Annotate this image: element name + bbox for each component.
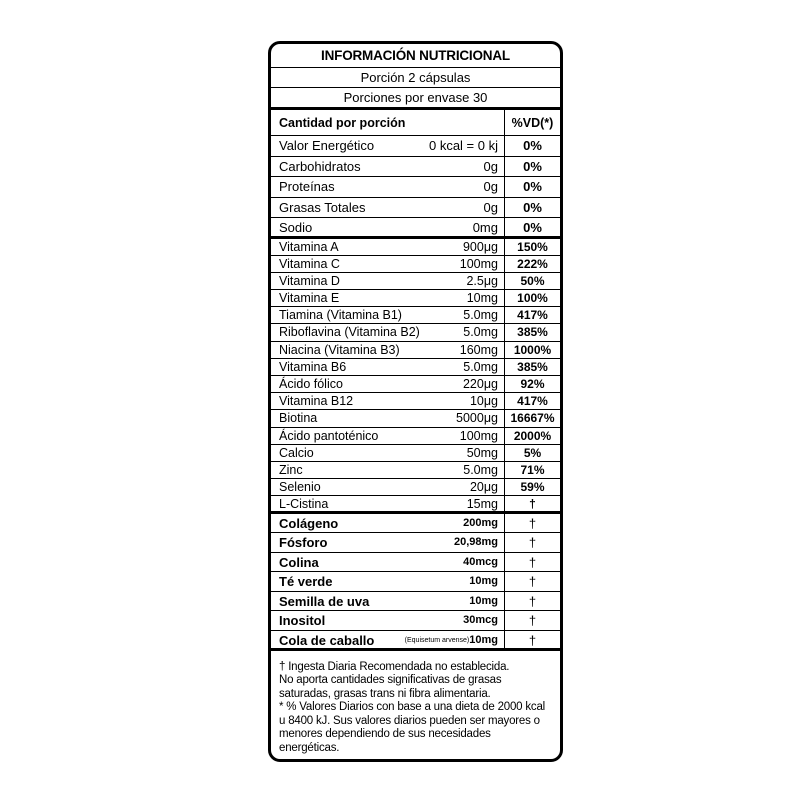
nutrient-name: Vitamina B6 [279, 359, 347, 374]
nutrient-row [271, 496, 560, 513]
nutrient-name: Grasas Totales [279, 199, 366, 215]
column-header-row [271, 110, 560, 136]
nutrient-name: Sodio [279, 220, 313, 235]
nutrient-amount: 30mcg [463, 614, 498, 626]
nutrient-row [271, 479, 560, 496]
footnote-fats: No aporta cantidades significativas de grasas saturadas, grasas trans ni fibra alimentaria. [279, 674, 502, 700]
nutrient-row [271, 572, 560, 592]
nutrient-amount: 10mg [469, 594, 498, 607]
nutrient-daily-value: 50% [504, 273, 560, 289]
nutrient-name: Vitamina D [279, 273, 340, 288]
nutrient-row [271, 273, 560, 290]
nutrient-amount: 50mg [466, 445, 498, 460]
nutrient-row [271, 592, 560, 612]
nutrient-daily-value: 385% [504, 324, 560, 340]
nutrient-name: Semilla de uva [279, 593, 370, 609]
nutrient-row [271, 256, 560, 273]
nutrient-name: Colina [279, 554, 319, 570]
footnotes [271, 651, 560, 756]
nutrient-name: Té verde [279, 574, 333, 589]
nutrient-daily-value: † [504, 514, 560, 533]
footnote-dagger: † Ingesta Diaria Recomendada no establecida. [279, 660, 510, 673]
nutrient-daily-value: 222% [504, 256, 560, 272]
nutrient-amount: 5.0mg [463, 325, 498, 340]
nutrient-row [271, 393, 560, 410]
nutrient-name: Cola de caballo [279, 632, 375, 648]
nutrient-row [271, 307, 560, 324]
nutrient-daily-value: 100% [504, 290, 560, 306]
basic-nutrients-section [271, 136, 560, 239]
vitamins-minerals-section [271, 239, 560, 514]
nutrient-name: Colágeno [279, 515, 339, 531]
nutrient-amount: 20,98mg [453, 536, 498, 548]
nutrient-row [271, 218, 560, 239]
nutrient-row [271, 611, 560, 631]
nutrient-row [271, 631, 560, 651]
nutrient-amount: 0 kcal = 0 kj [428, 138, 498, 153]
nutrient-row [271, 198, 560, 219]
nutrient-row [271, 177, 560, 198]
nutrient-amount: 5.0mg [463, 462, 498, 477]
nutrient-daily-value: 0% [504, 218, 560, 236]
nutrient-name: Carbohidratos [279, 158, 361, 174]
nutrient-daily-value: 71% [504, 462, 560, 478]
nutrient-amount: 2.5μg [466, 273, 498, 288]
nutrient-row [271, 157, 560, 178]
nutrient-name: Riboflavina (Vitamina B2) [279, 325, 420, 340]
nutrient-amount: 0g [483, 199, 498, 215]
nutrient-daily-value: † [504, 611, 560, 630]
nutrient-amount: 0mg [472, 220, 498, 235]
nutrient-name: Vitamina C [279, 256, 340, 271]
nutrient-row [271, 553, 560, 573]
serving-size: Porción 2 cápsulas [271, 68, 560, 88]
nutrient-daily-value: 0% [504, 136, 560, 156]
nutrient-daily-value: 0% [504, 177, 560, 197]
nutrient-daily-value: 92% [504, 376, 560, 392]
nutrient-daily-value: † [504, 496, 560, 510]
nutrition-facts-label [268, 41, 563, 762]
nutrient-amount: 40mcg [463, 555, 498, 568]
nutrient-row [271, 324, 560, 341]
nutrient-daily-value: † [504, 533, 560, 552]
nutrient-amount: 0g [483, 158, 498, 174]
nutrient-amount: 160mg [459, 342, 498, 357]
scientific-name: (Equisetum arvense) [404, 636, 470, 644]
nutrient-amount: 220μg [462, 377, 498, 391]
nutrient-daily-value: 0% [504, 198, 560, 218]
nutrient-name: Calcio [279, 445, 314, 460]
nutrient-daily-value: 59% [504, 479, 560, 495]
nutrient-amount: 20μg [469, 480, 498, 495]
nutrient-daily-value: † [504, 553, 560, 572]
nutrient-daily-value: † [504, 572, 560, 591]
nutrient-amount: 10mg [469, 575, 498, 587]
nutrient-row [271, 428, 560, 445]
nutrient-row [271, 342, 560, 359]
nutrient-name: Proteínas [279, 179, 335, 194]
nutrient-daily-value: 2000% [504, 428, 560, 444]
nutrient-daily-value: 385% [504, 359, 560, 375]
amount-per-serving-header: Cantidad por porción [279, 116, 406, 130]
nutrient-name: Fósforo [279, 535, 328, 550]
nutrient-amount: 5000μg [456, 411, 498, 426]
nutrient-amount: 900μg [462, 239, 498, 254]
nutrient-amount: 5.0mg [463, 308, 498, 323]
nutrient-row [271, 136, 560, 157]
nutrient-row [271, 462, 560, 479]
nutrient-daily-value: 1000% [504, 342, 560, 358]
nutrient-name: Zinc [279, 462, 303, 477]
nutrient-name: Ácido pantoténico [279, 428, 379, 443]
nutrient-name: Niacina (Vitamina B3) [279, 342, 400, 357]
nutrient-amount: 200mg [463, 516, 498, 529]
nutrient-name: Biotina [279, 411, 318, 426]
nutrient-row [271, 514, 560, 534]
daily-value-header: %VD(*) [504, 110, 560, 135]
nutrient-name: L-Cistina [279, 497, 329, 511]
nutrient-daily-value: 0% [504, 157, 560, 177]
nutrient-daily-value: 16667% [504, 410, 560, 426]
nutrient-name: Vitamina B12 [279, 394, 354, 409]
nutrient-amount: 100mg [459, 256, 498, 271]
nutrient-row [271, 359, 560, 376]
label-title: INFORMACIÓN NUTRICIONAL [271, 44, 560, 68]
nutrient-daily-value: † [504, 631, 560, 648]
nutrient-row [271, 376, 560, 393]
nutrient-name: Tiamina (Vitamina B1) [279, 308, 402, 323]
nutrient-row [271, 290, 560, 307]
servings-per-container: Porciones por envase 30 [271, 88, 560, 110]
nutrient-name: Valor Energético [279, 138, 375, 153]
nutrient-row [271, 445, 560, 462]
nutrient-amount: 10μg [469, 394, 498, 409]
nutrient-amount: 15mg [466, 497, 498, 512]
nutrient-name: Selenio [279, 480, 321, 495]
nutrient-name: Vitamina E [279, 291, 340, 306]
nutrient-daily-value: 417% [504, 393, 560, 409]
footnote-daily-values: * % Valores Diarios con base a una dieta de 2000 kcal u 8400 kJ. Sus valores diarios pueden ser mayores o menores dependiendo de sus necesidades energéticas. [279, 701, 545, 754]
nutrient-amount: 5.0mg [463, 359, 498, 374]
nutrient-row [271, 410, 560, 427]
nutrient-daily-value: † [504, 592, 560, 611]
nutrient-row [271, 533, 560, 553]
nutrient-amount: 10mg [469, 633, 498, 646]
nutrient-name: Inositol [279, 613, 326, 628]
other-ingredients-section [271, 514, 560, 651]
nutrient-amount: 100mg [459, 428, 498, 443]
nutrient-amount: 0g [483, 179, 498, 194]
nutrient-name: Ácido fólico [279, 377, 343, 391]
nutrient-amount: 10mg [466, 291, 498, 306]
nutrient-row [271, 239, 560, 256]
nutrient-daily-value: 417% [504, 307, 560, 323]
nutrient-name: Vitamina A [279, 239, 339, 254]
nutrient-daily-value: 5% [504, 445, 560, 461]
nutrient-daily-value: 150% [504, 239, 560, 255]
